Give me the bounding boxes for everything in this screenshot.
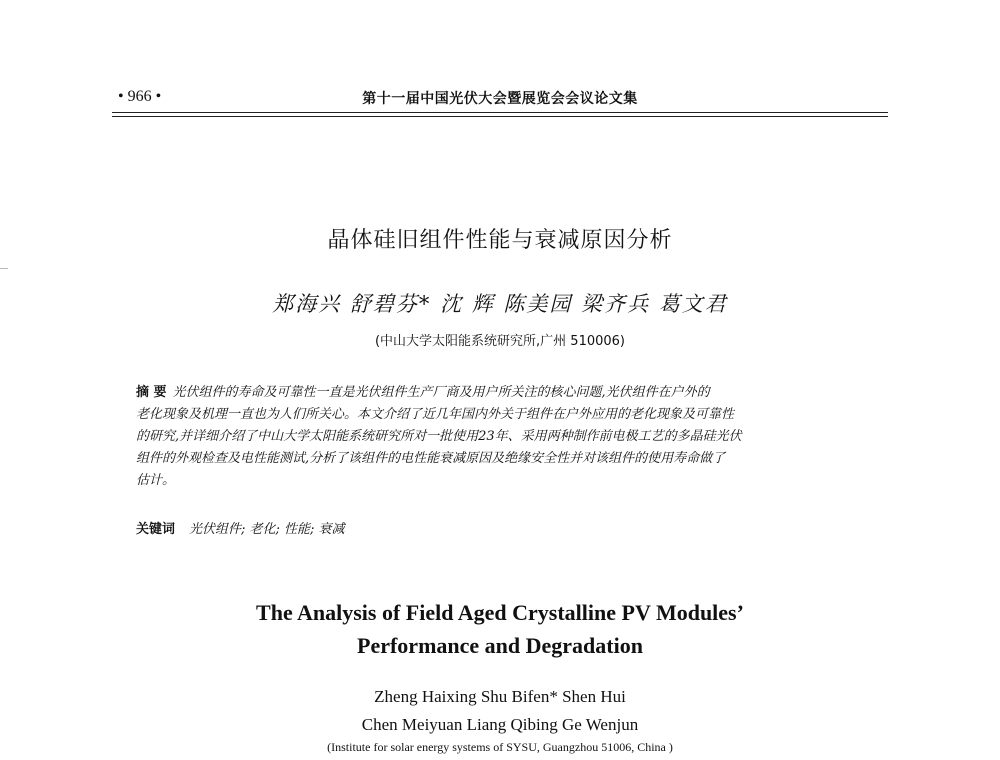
keywords-label: 关键词 <box>136 522 176 537</box>
header-rule-thin <box>112 116 888 117</box>
page-number: • 966 • <box>118 88 162 105</box>
title-en-line: The Analysis of Field Aged Crystalline PV Modules’ <box>256 600 744 625</box>
abstract-cn <box>136 382 876 492</box>
paper-title-cn: 晶体硅旧组件性能与衰减原因分析 <box>327 228 673 253</box>
authors-en-line: Zheng Haixing Shu Bifen* Shen Hui <box>374 687 626 706</box>
margin-mark <box>0 268 8 269</box>
abstract-label: 摘 要 <box>136 385 167 400</box>
running-header: 第十一届中国光伏大会暨展览会会议论文集 <box>362 91 638 107</box>
authors-en <box>0 683 1000 739</box>
affiliation-cn: (中山大学太阳能系统研究所,广州 510006) <box>374 334 626 349</box>
abstract-line <box>136 382 876 404</box>
abstract-line: 组件的外观检查及电性能测试,分析了该组件的电性能衰减原因及绝缘安全性并对该组件的使用寿命做了 <box>136 451 726 466</box>
header-rule <box>112 112 888 113</box>
abstract-line: 的研究,并详细介绍了中山大学太阳能系统研究所对一批使用23年、采用两种制作前电极工艺的多晶硅光伏 <box>136 429 742 444</box>
paper-title-en <box>0 596 1000 662</box>
keywords-cn <box>136 518 345 537</box>
keywords-text: 光伏组件; 老化; 性能; 衰减 <box>189 522 345 537</box>
authors-cn: 郑海兴 舒碧芬* 沈 辉 陈美园 梁齐兵 葛文君 <box>272 292 728 316</box>
abstract-line-text: 光伏组件的寿命及可靠性一直是光伏组件生产厂商及用户所关注的核心问题,光伏组件在户外的 <box>172 385 710 400</box>
title-en-line: Performance and Degradation <box>357 633 643 658</box>
abstract-line: 估计。 <box>136 473 176 488</box>
authors-en-line: Chen Meiyuan Liang Qibing Ge Wenjun <box>361 715 639 734</box>
abstract-line: 老化现象及机理一直也为人们所关心。本文介绍了近几年国内外关于组件在户外应用的老化现象及可靠性 <box>136 407 735 422</box>
affiliation-en: (Institute for solar energy systems of SYSU, Guangzhou 51006, China ) <box>327 740 673 754</box>
